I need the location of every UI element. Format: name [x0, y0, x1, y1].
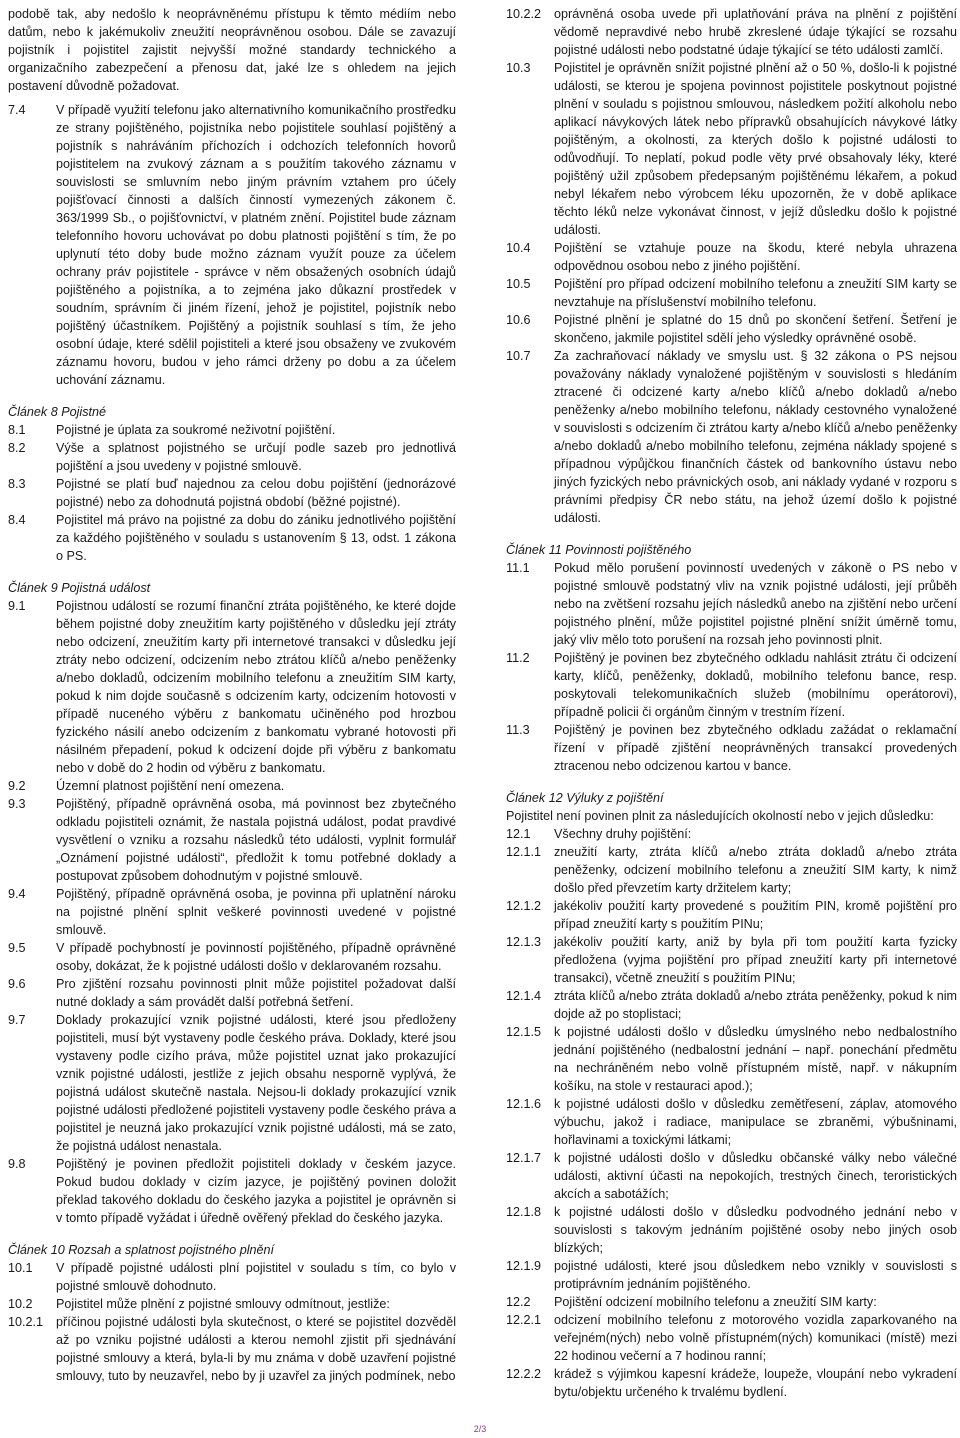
- clause-text: Pojištěný je povinen předložit pojistiteli doklady v českém jazyce. Pokud budou doklady v cizím jazyce, je pojištěný povinen doložit překlad takového dokladu do českého jazyka a pojistitel je oprávněn si v tomto případě vyžádat i úředně ověřený překlad do českého jazyka.: [56, 1157, 456, 1225]
- clause-8-4: [8, 511, 456, 565]
- clause-10-2: [8, 1295, 456, 1313]
- clause-number: 12.1.6: [506, 1097, 542, 1111]
- article-12-intro: Pojistitel není povinen plnit za následujících okolností nebo v jejich důsledku:: [506, 809, 934, 823]
- article-11-heading: Článek 11 Povinnosti pojištěného: [506, 543, 692, 557]
- clause-9-4: [8, 885, 456, 939]
- clause-text: Pojištění se vztahuje pouze na škodu, které nebyla uhrazena odpovědnou osobou nebo z jiného pojištění.: [554, 241, 957, 273]
- clause-text: oprávněná osoba uvede při uplatňování práva na plnění z pojištění vědomě nepravdivé nebo hrubě zkreslené údaje týkající se rozsahu pojistné události nebo podstatné údaje týkající se této události zamlčí.: [554, 7, 957, 57]
- clause-text: příčinou pojistné události byla skutečnost, o které se pojistitel dozvěděl až po vzniku pojistné události a kterou nemohl zjistit při sjednávání pojistné smlouvy a která, byla-li by mu známa v době uzavření pojistné smlouvy, tuto by neuzavřel, nebo by ji uzavřel za jiných podmínek, nebo: [56, 1315, 456, 1383]
- clause-10-5: [506, 275, 957, 311]
- clause-9-5: [8, 939, 456, 975]
- clause-text: ztráta klíčů a/nebo ztráta dokladů a/nebo ztráta peněženky, pokud k nim dojde až po stoplistaci;: [554, 989, 957, 1021]
- clause-number: 12.1.9: [506, 1259, 542, 1273]
- clause-12-1: [506, 825, 957, 843]
- clause-number: 9.8: [8, 1157, 26, 1171]
- clause-text: Pojištěný, případně oprávněná osoba, je povinna při uplatnění nároku na pojistné plnění splnit veškeré povinnosti uvedené v pojistné smlouvě.: [56, 887, 456, 937]
- clause-number: 12.2: [506, 1295, 531, 1309]
- clause-number: 10.6: [506, 313, 531, 327]
- clause-text: V případě využití telefonu jako alternativního komunikačního prostředku ze strany pojištěného, pojistníka nebo pojistitele souhlasí pojištěný a pojistník s nahráváním příchozích i odchozích telefonních hovorů pojistitelem na zvukový záznam a s použitím takového záznamu v souvislosti se smluvním nebo jiným právním vztahem pro účely pojišťovací činnosti a dalších činností vymezených zákonem č. 363/1999 Sb., o pojišťovnictví, v platném znění. Pojistitel bude záznam telefonního hovoru uchovávat po dobu platnosti pojištění s tím, že po uplynutí této doby bude možno záznam využít pouze za účelem ochrany práv pojistitele - správce v něm obsažených osobních údajů pojištěného a pojistníka, a to zejména jako důkazní prostředek v soudním, správním či jiném řízení, jehož je pojistitel, pojistník nebo pojištěný účastníkem. Pojištěný a pojistník souhlasí s tím, že jeho osobní údaje, které sdělil pojistiteli a které jsou obsaženy ve zvukovém záznamu hovoru, budou v jeho rámci drženy po dobu a za účelem uchování záznamu.: [56, 103, 456, 387]
- clause-number: 9.7: [8, 1013, 26, 1027]
- clause-number: 9.3: [8, 797, 26, 811]
- article-8-heading: Článek 8 Pojistné: [8, 405, 107, 419]
- clause-text: krádež s výjimkou kapesní krádeže, loupeže, vloupání nebo vykradení bytu/objektu určeného k trvalému bydlení.: [554, 1367, 957, 1399]
- clause-text: Za zachraňovací náklady ve smyslu ust. § 32 zákona o PS nejsou považovány náklady vynaložené pojištěným v souvislosti s hledáním ztracené či odcizené karty a/nebo klíčů a/nebo dokladů a/nebo peněženky a/nebo mobilního telefonu, náklady cestovného vynaložené v souvislosti s odcizením či ztrátou karty a/nebo klíčů a/nebo peněženky a/nebo dokladů a/nebo mobilního telefonu, zejména náklady spojené s případnou výpůjčkou finančních částek od bankovního ústavu nebo jiných fyzických nebo právnických osob, ani náklady vydané v rozporu s právními předpisy ČR nebo státu, na jehož území došlo k pojistné události.: [554, 349, 957, 525]
- clause-10-6: [506, 311, 957, 347]
- article-10-heading: Článek 10 Rozsah a splatnost pojistného plnění: [8, 1243, 275, 1257]
- clause-12-2-1: [506, 1311, 957, 1365]
- clause-number: 12.1.1: [506, 845, 542, 859]
- clause-number: 8.1: [8, 423, 26, 437]
- clause-text: V případě pochybností je povinností pojištěného, případně oprávněné osoby, dokázat, že k pojistné události došlo v deklarovaném rozsahu.: [56, 941, 456, 973]
- clause-number: 12.2.2: [506, 1367, 542, 1381]
- clause-10-2-1: [8, 1313, 456, 1385]
- clause-text: Územní platnost pojištění není omezena.: [56, 779, 285, 793]
- clause-text: odcizení mobilního telefonu z motorového vozidla zaparkovaného na veřejném(ných) nebo volně přístupném(ných) komunikaci (místě) mezi 22 hodinou večerní a 7 hodinou ranní;: [554, 1313, 957, 1363]
- clause-number: 12.1.2: [506, 899, 542, 913]
- clause-text: Pojistitel má právo na pojistné za dobu do zániku jednotlivého pojištění za každého pojištěného v souladu s ustanovením § 13, odst. 1 zákona o PS.: [56, 513, 456, 563]
- clause-12-1-9: [506, 1257, 957, 1293]
- clause-number: 12.1.8: [506, 1205, 542, 1219]
- clause-text: Pojistnou událostí se rozumí finanční ztráta pojištěného, ke které dojde během pojistné doby zneužitím karty pojištěného v důsledku její ztráty nebo odcizení, zneužitím karty při internetové transakci v důsledku její ztráty nebo odcizení, odcizením nebo ztrátou klíčů a/nebo peněženky a/nebo dokladů, odcizením mobilního telefonu a zneužitím SIM karty, pokud k nim dojde současně s odcizením karty, odcizením hotovosti v případě nuceného výběru z bankomatu učiněného pod hrozbou fyzického násilí anebo odcizením z bankomatu vybrané hotovosti při násilném přepadení, pokud k odcizení dojde při výběru z bankomatu nebo v době do 2 hodin od výběru z bankomatu.: [56, 599, 456, 775]
- clause-9-7: [8, 1011, 456, 1155]
- clause-number: 11.2: [506, 651, 530, 665]
- clause-text: Výše a splatnost pojistného se určují podle sazeb pro jednotlivá pojištění a jsou uvedeny v pojistné smlouvě.: [56, 441, 456, 473]
- clause-11-2: [506, 649, 957, 721]
- clause-number: 10.5: [506, 277, 531, 291]
- article-12-heading: Článek 12 Výluky z pojištění: [506, 791, 664, 805]
- clause-number: 10.2: [8, 1297, 33, 1311]
- left-column: [8, 5, 456, 1385]
- clause-number: 12.1: [506, 827, 531, 841]
- clause-12-1-6: [506, 1095, 957, 1149]
- clause-9-8: [8, 1155, 456, 1227]
- clause-9-3: [8, 795, 456, 885]
- clause-9-6: [8, 975, 456, 1011]
- clause-8-3: [8, 475, 456, 511]
- clause-number: 12.1.5: [506, 1025, 542, 1039]
- clause-9-1: [8, 597, 456, 777]
- clause-10-2-2: [506, 5, 957, 59]
- clause-text: V případě pojistné události plní pojistitel v souladu s tím, co bylo v pojistné smlouvě dohodnuto.: [56, 1261, 456, 1293]
- clause-text: Pokud mělo porušení povinností uvedených v zákoně o PS nebo v pojistné smlouvě podstatný vliv na vznik pojistné události, její průběh nebo na zvětšení rozsahu jejích následků anebo na zjištění nebo určení pojistného plnění, může pojistitel pojistné plnění snížit úměrně tomu, jaký vliv mělo toto porušení na rozsah jeho povinnosti plnit.: [554, 561, 957, 647]
- clause-number: 9.4: [8, 887, 26, 901]
- clause-10-4: [506, 239, 957, 275]
- clause-10-3: [506, 59, 957, 239]
- clause-12-1-3: [506, 933, 957, 987]
- clause-number: 10.7: [506, 349, 531, 363]
- clause-number: 10.3: [506, 61, 531, 75]
- clause-text: jakékoliv použití karty provedené s použitím PIN, kromě pojištění pro případ zneužití karty s použitím PINu;: [554, 899, 957, 931]
- clause-text: Pojistné se platí buď najednou za celou dobu pojištění (jednorázové pojistné) nebo za dohodnutá pojistná období (běžné pojistné).: [56, 477, 456, 509]
- clause-text: Pojištěný, případně oprávněná osoba, má povinnost bez zbytečného odkladu pojistiteli oznámit, že nastala pojistná událost, podat pravdivé vysvětlení o vzniku a rozsahu následků této události, vyplnit formulář „Oznámení pojistné události“, předložit k tomu potřebné doklady a postupovat způsobem dohodnutým v pojistné smlouvě.: [56, 797, 456, 883]
- clause-7-4: [8, 101, 456, 389]
- clause-text: Všechny druhy pojištění:: [554, 827, 692, 841]
- clause-10-7: [506, 347, 957, 527]
- clause-12-1-1: [506, 843, 957, 897]
- clause-8-2: [8, 439, 456, 475]
- clause-12-1-7: [506, 1149, 957, 1203]
- clause-text: zneužití karty, ztráta klíčů a/nebo ztráta dokladů a/nebo ztráta peněženky, odcizení mobilního telefonu a zneužití SIM karty, k nimž došlo před převzetím karty držitelem karty;: [554, 845, 957, 895]
- clause-11-1: [506, 559, 957, 649]
- clause-number: 8.3: [8, 477, 26, 491]
- clause-number: 9.2: [8, 779, 26, 793]
- clause-12-2-2: [506, 1365, 957, 1401]
- clause-number: 9.1: [8, 599, 26, 613]
- clause-12-1-5: [506, 1023, 957, 1095]
- clause-number: 9.5: [8, 941, 26, 955]
- clause-12-2: [506, 1293, 957, 1311]
- article-9-heading: Článek 9 Pojistná událost: [8, 581, 151, 595]
- paragraph-intro: podobě tak, aby nedošlo k neoprávněnému přístupu k těmto médiím nebo datům, nebo k jakémukoliv zneužití neoprávněnou osobou. Dále se zavazují pojistník i pojistitel zajistit nejvyšší možné standardy technického a organizačního zabezpečení a přenosu dat, jaké lze s ohledem na jejich postavení důvodně požadovat.: [8, 7, 456, 93]
- clause-text: jakékoliv použití karty, aniž by byla při tom použití karta fyzicky předložena (vyjma pojištění pro případ zneužití karty při internetové transakci), včetně zneužití s použitím PINu;: [554, 935, 957, 985]
- clause-text: Pojištěný je povinen bez zbytečného odkladu nahlásit ztrátu či odcizení karty, klíčů, peněženky, dokladů, mobilního telefonu bance, resp. poskytovali telekomunikačních služeb (mobilnímu operátorovi), případně policii či orgánům činným v trestním řízení.: [554, 651, 957, 719]
- clause-text: k pojistné události došlo v důsledku podvodného jednání nebo v souvislosti s takovým jednáním pojištěné osoby nebo jiných osob blízkých;: [554, 1205, 957, 1255]
- clause-number: 12.1.7: [506, 1151, 542, 1165]
- clause-12-1-2: [506, 897, 957, 933]
- clause-number: 10.2.2: [506, 7, 542, 21]
- clause-number: 9.6: [8, 977, 26, 991]
- clause-text: pojistné události, které jsou důsledkem nebo vznikly v souvislosti s protiprávním jednáním pojištěného.: [554, 1259, 957, 1291]
- clause-number: 11.1: [506, 561, 530, 575]
- clause-number: 8.2: [8, 441, 26, 455]
- clause-number: 12.1.4: [506, 989, 542, 1003]
- clause-number: 12.2.1: [506, 1313, 542, 1327]
- clause-number: 8.4: [8, 513, 26, 527]
- clause-number: 7.4: [8, 103, 26, 117]
- clause-number: 10.1: [8, 1261, 33, 1275]
- clause-text: Pojistitel může plnění z pojistné smlouvy odmítnout, jestliže:: [56, 1297, 390, 1311]
- clause-12-1-4: [506, 987, 957, 1023]
- clause-9-2: [8, 777, 456, 795]
- clause-text: Pojištěný je povinen bez zbytečného odkladu zažádat o reklamační řízení v případě zjištění neoprávněných transakcí provedených ztracenou nebo odcizenou kartou v bance.: [554, 723, 957, 773]
- clause-number: 11.3: [506, 723, 530, 737]
- clause-number: 10.2.1: [8, 1315, 44, 1329]
- right-column: [506, 5, 957, 1401]
- clause-text: Pro zjištění rozsahu povinnosti plnit může pojistitel požadovat další nutné doklady a sám provádět další potřebná šetření.: [56, 977, 456, 1009]
- clause-text: Doklady prokazující vznik pojistné události, které jsou předloženy pojistiteli, musí být vystaveny podle českého práva. Doklady, které jsou vystaveny podle cizího práva, může pojistitel uznat jako prokazující vznik pojistné události, jestliže z jejich obsahu nesporně vyplývá, že pojistná událost skutečně nastala. Nejsou-li doklady prokazující vznik pojistné události předložené pojistiteli vystaveny podle českého práva a pojistitel je neuzná jako prokazující vznik pojistné události, má se zato, že pojistná událost nenastala.: [56, 1013, 456, 1153]
- clause-text: Pojistné je úplata za soukromé neživotní pojištění.: [56, 423, 336, 437]
- clause-12-1-8: [506, 1203, 957, 1257]
- clause-8-1: [8, 421, 456, 439]
- clause-text: Pojistitel je oprávněn snížit pojistné plnění až o 50 %, došlo-li k pojistné události, se kterou je spojena povinnost pojistitele poskytnout pojistné plnění v souladu s pojistnou smlouvou, následkem požití alkoholu nebo aplikací návykových látek nebo přípravků obsahujících návykové látky pojištěným, a okolnosti, za kterých došlo k pojistné události to odůvodňují. To neplatí, pokud podle věty prvé obsahovaly léky, které pojištěný užil způsobem předepsaným pojištěnému lékařem, a pokud nebyl lékařem nebo výrobcem léku upozorněn, že v době aplikace těchto léků nelze vykonávat činnost, v jejíž důsledku došlo k pojistné události.: [554, 61, 957, 237]
- clause-text: k pojistné události došlo v důsledku úmyslného nebo nedbalostního jednání pojištěného (nedbalostní jednání – např. ponechání předmětu na nechráněném nebo volně přístupném místě, např. v nákupním košíku, na stole v restauraci apod.);: [554, 1025, 957, 1093]
- clause-text: Pojištění pro případ odcizení mobilního telefonu a zneužití SIM karty se nevztahuje na příslušenství mobilního telefonu.: [554, 277, 957, 309]
- clause-10-1: [8, 1259, 456, 1295]
- clause-number: 12.1.3: [506, 935, 542, 949]
- clause-number: 10.4: [506, 241, 531, 255]
- clause-text: k pojistné události došlo v důsledku zemětřesení, záplav, atomového výbuchu, jakož i radiace, manipulace se zbraněmi, výbušninami, hořlavinami a toxickými látkami;: [554, 1097, 957, 1147]
- clause-11-3: [506, 721, 957, 775]
- clause-text: k pojistné události došlo v důsledku občanské války nebo válečné události, aktivní účasti na nepokojích, trestných činech, teroristických akcích a sabotážích;: [554, 1151, 957, 1201]
- clause-text: Pojistné plnění je splatné do 15 dnů po skončení šetření. Šetření je skončeno, jakmile pojistitel sdělí jeho výsledky oprávněné osobě.: [554, 313, 957, 345]
- clause-text: Pojištění odcizení mobilního telefonu a zneužití SIM karty:: [554, 1295, 877, 1309]
- page-number: 2/3: [473, 1424, 487, 1434]
